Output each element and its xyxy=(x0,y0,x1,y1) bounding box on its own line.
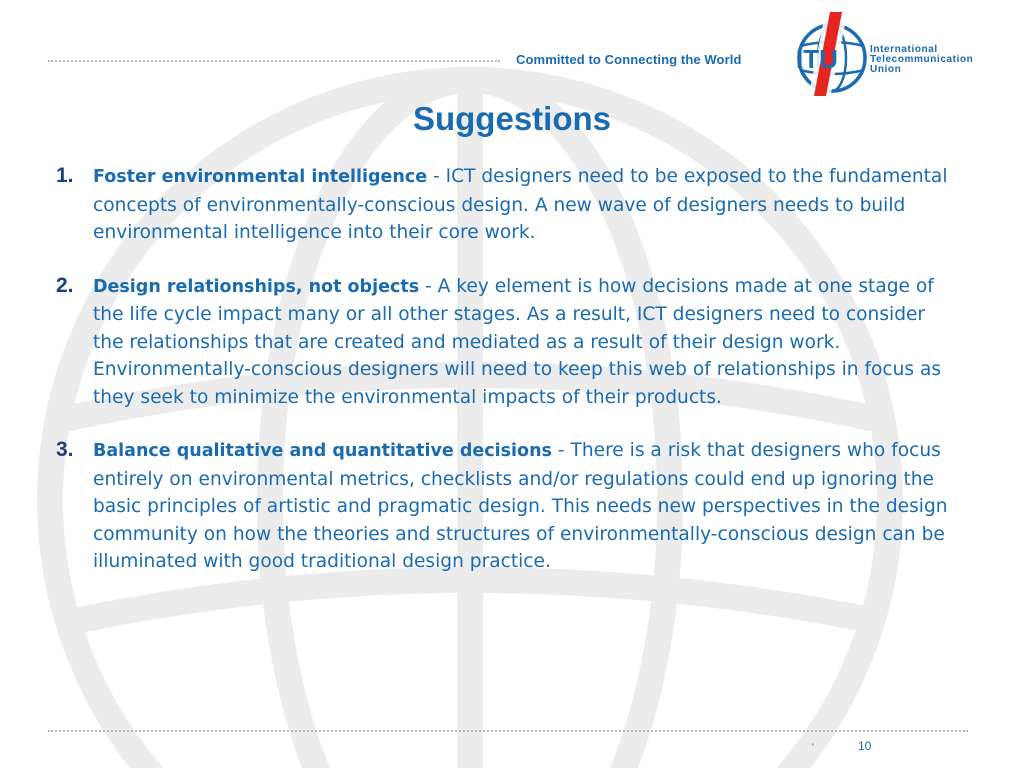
header-divider xyxy=(48,60,500,62)
logo-line-2: Telecommunication xyxy=(870,54,974,65)
item-number: 1. xyxy=(56,164,74,187)
logo-line-3: Union xyxy=(870,64,902,75)
item-text: - There is a risk that designers who focus entirely on environmental metrics, checklists and/or regulations could end up ignoring the basic principles of artistic and pragmatic design. This needs new perspectives in the design community on how the theories and structures of environmentally-conscious design can be illuminated with good traditional design practice. xyxy=(93,440,948,572)
item-heading: Balance qualitative and quantitative decisions xyxy=(93,441,552,461)
item-text: - ICT designers need to be exposed to the fundamental concepts of environmentally-conscious design. A new wave of designers needs to build environmental intelligence into their core work. xyxy=(93,166,948,243)
item-heading: Foster environmental intelligence xyxy=(93,167,428,187)
slide-title: Suggestions xyxy=(412,100,612,137)
suggestion-list xyxy=(56,163,956,602)
list-item xyxy=(56,163,956,247)
logo-monogram: ITU xyxy=(796,44,838,74)
list-item xyxy=(56,437,956,576)
logo-wordmark xyxy=(870,45,973,75)
item-body xyxy=(93,437,956,576)
item-heading: Design relationships, not objects xyxy=(93,276,420,297)
itu-globe-logo-icon xyxy=(790,8,880,100)
list-item xyxy=(56,273,956,412)
item-number: 2. xyxy=(56,273,74,297)
logo-line-1: International xyxy=(870,44,938,55)
tagline: Committed to Connecting the World xyxy=(516,52,742,67)
item-body xyxy=(93,273,956,412)
page-number: 10 xyxy=(858,739,872,753)
item-body xyxy=(93,163,956,247)
footer-divider xyxy=(48,730,968,732)
item-text: - A key element is how decisions made at one stage of the life cycle impact many or all other stages. As a result, ICT designers need to consider the relationships that are created and mediated as a result of their design work. Environmentally-conscious designers will need to keep this web of relationships in focus as they seek to minimize the environmental impacts of their products. xyxy=(93,275,942,408)
item-number: 3. xyxy=(56,438,74,461)
footer-mark: ' xyxy=(812,742,814,752)
